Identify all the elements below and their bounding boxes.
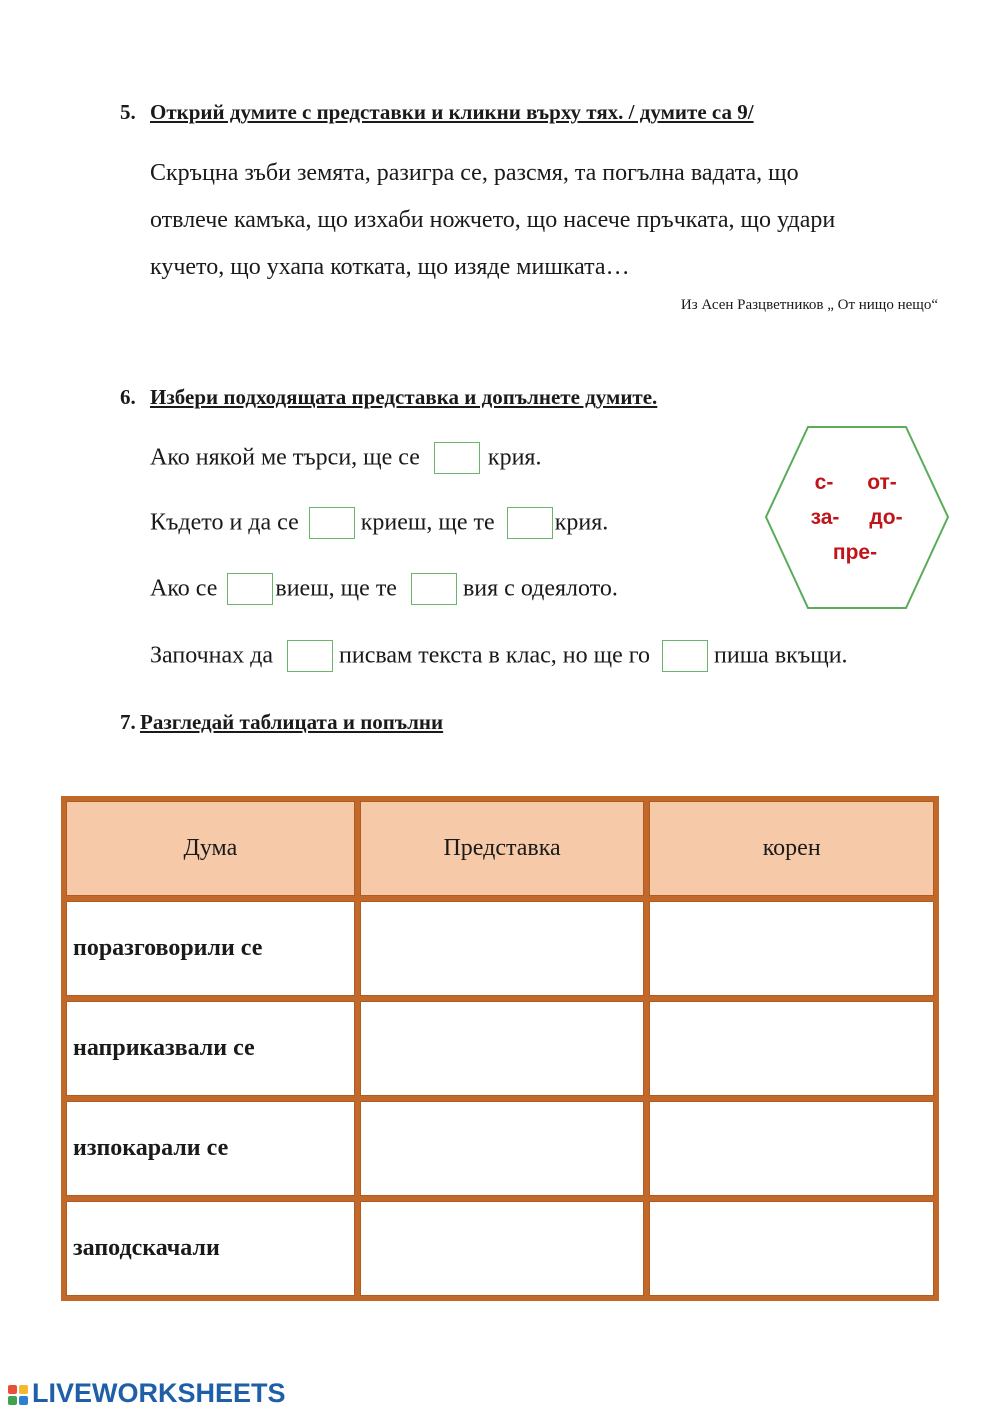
task6-title: Избери подходящата представка и допълнете думите. (150, 385, 658, 409)
header-cell-prefix: Представка (360, 801, 645, 896)
prefix-answer-cell[interactable] (360, 901, 645, 996)
task6-number: 6. (120, 385, 136, 409)
sentence-text: Ако някой ме търси, ще се (150, 444, 420, 471)
task7-heading (120, 710, 443, 735)
task6-sentence-4 (150, 640, 848, 672)
word-cell: поразговорили се (66, 901, 355, 996)
sentence-text: Където и да се (150, 509, 299, 536)
sentence-text: пиша вкъщи. (714, 642, 848, 669)
task5-title: Открий думите с представки и кликни върху тях. / думите са 9/ (150, 100, 754, 124)
analysis-table (61, 796, 939, 1301)
task5-line-1: Скръцна зъби земята, разигра се, разсмя, та погълна вадата, що (150, 160, 799, 186)
table-row (66, 1201, 934, 1296)
table-row (66, 901, 934, 996)
sentence-text: вия с одеялото. (462, 575, 618, 602)
sentence-text: криеш, ще те (360, 509, 495, 536)
liveworksheets-logo (8, 1378, 286, 1409)
task5-text (150, 150, 970, 291)
task7-number: 7. (120, 710, 136, 734)
task7-title: Разгледай таблицата и попълни (140, 710, 444, 734)
table-header-row (66, 801, 934, 896)
task6-sentence-1 (150, 442, 541, 474)
logo-text: LIVEWORKSHEETS (32, 1378, 286, 1408)
prefix-answer-cell[interactable] (360, 1201, 645, 1296)
task5-heading (120, 100, 754, 125)
root-answer-cell[interactable] (649, 901, 934, 996)
answer-blank[interactable] (287, 640, 333, 672)
root-answer-cell[interactable] (649, 1001, 934, 1096)
table-row (66, 1101, 934, 1196)
word-cell: изпокарали се (66, 1101, 355, 1196)
sentence-text: Ако се (150, 575, 218, 602)
prefix-item[interactable]: пре- (832, 541, 878, 564)
answer-blank[interactable] (227, 573, 273, 605)
sentence-text: Започнах да (150, 642, 274, 669)
answer-blank[interactable] (507, 507, 553, 539)
header-cell-word: Дума (66, 801, 355, 896)
task5-source: Из Асен Разцветников „ От нищо нещо“ (680, 297, 938, 313)
prefix-item[interactable]: за- (810, 506, 840, 529)
root-answer-cell[interactable] (649, 1101, 934, 1196)
sentence-text: виеш, ще те (275, 575, 397, 602)
prefix-hexagon (762, 425, 952, 610)
hexagon-shape (766, 427, 948, 608)
task5-line-3: кучето, що ухапа котката, що изяде мишката… (150, 254, 630, 280)
table-row (66, 1001, 934, 1096)
prefix-answer-cell[interactable] (360, 1101, 645, 1196)
task5-number: 5. (120, 100, 136, 124)
task5-line-2: отвлече камъка, що изхаби ножчето, що насече пръчката, що удари (150, 207, 836, 233)
root-answer-cell[interactable] (649, 1201, 934, 1296)
word-cell: наприказвали се (66, 1001, 355, 1096)
answer-blank[interactable] (434, 442, 480, 474)
header-cell-root: корен (649, 801, 934, 896)
prefix-answer-cell[interactable] (360, 1001, 645, 1096)
word-cell: заподскачали (66, 1201, 355, 1296)
prefix-item[interactable]: от- (867, 471, 897, 494)
logo-mark-icon (8, 1385, 28, 1405)
answer-blank[interactable] (411, 573, 457, 605)
prefix-item[interactable]: с- (814, 471, 834, 494)
prefix-item[interactable]: до- (869, 506, 903, 529)
task6-heading (120, 385, 657, 410)
sentence-text: крия. (554, 509, 609, 536)
task6-sentence-3 (150, 573, 618, 605)
sentence-text: писвам текста в клас, но ще го (339, 642, 650, 669)
sentence-text: крия. (487, 444, 542, 471)
answer-blank[interactable] (662, 640, 708, 672)
answer-blank[interactable] (309, 507, 355, 539)
task6-sentence-2 (150, 507, 608, 539)
